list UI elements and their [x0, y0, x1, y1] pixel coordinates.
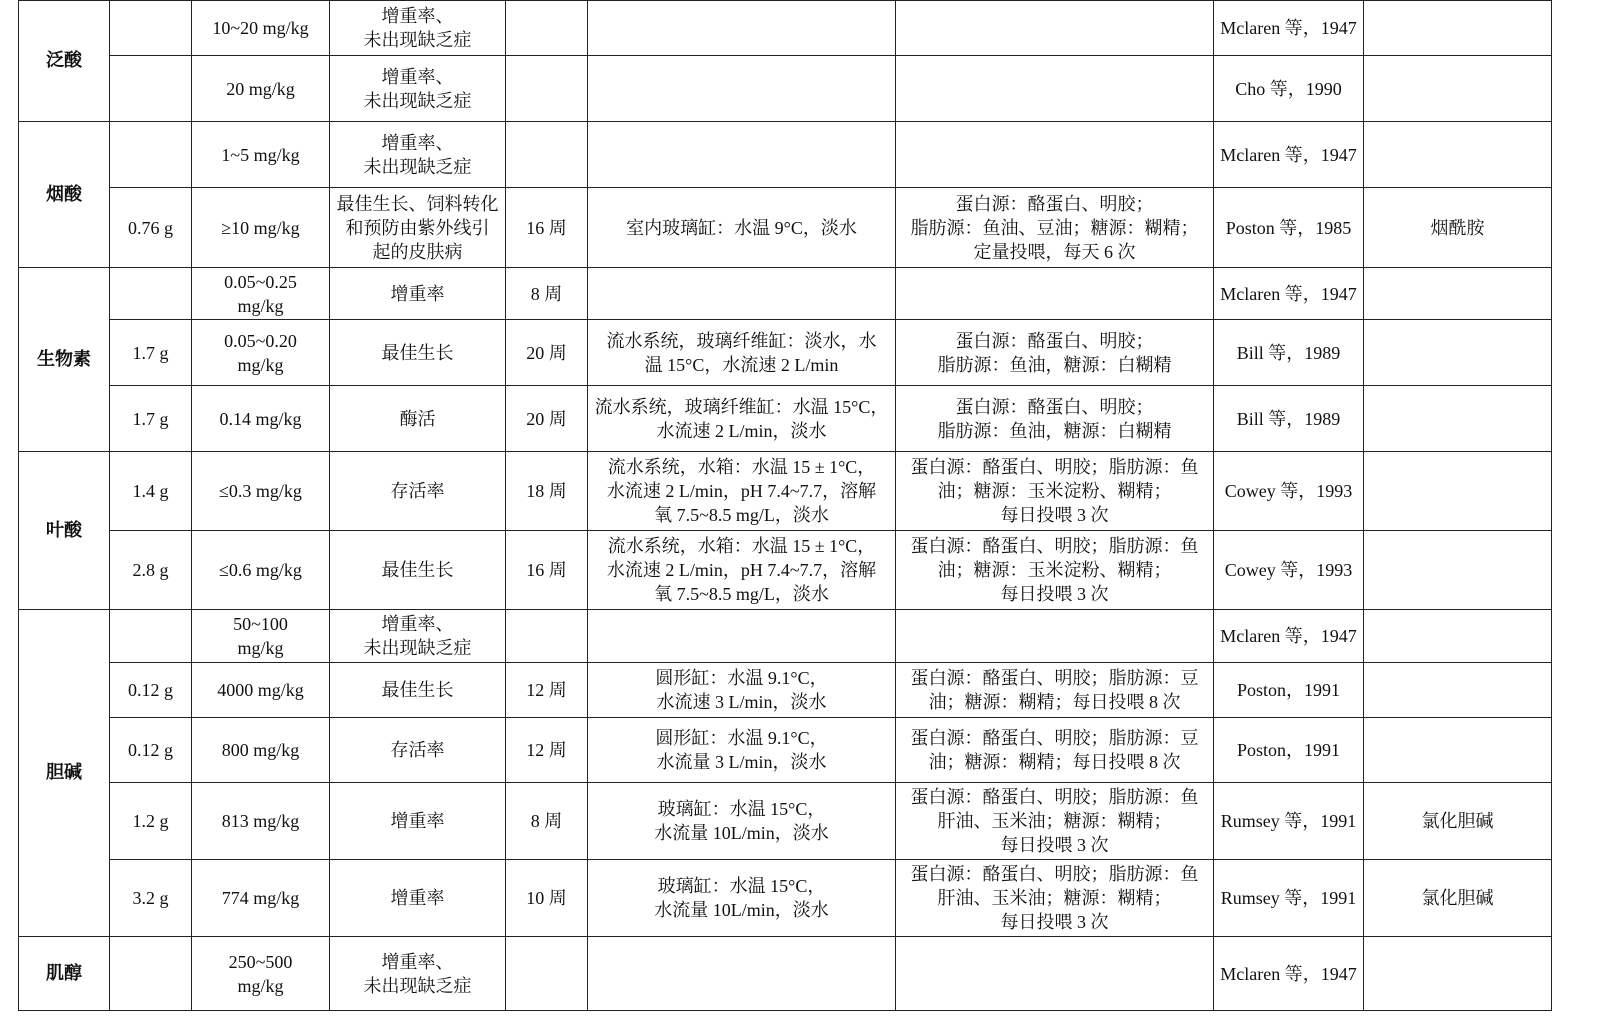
amount-cell: 0.12 g — [110, 663, 192, 718]
diet-cell — [896, 122, 1214, 188]
duration-cell: 8 周 — [506, 268, 588, 320]
duration-cell: 18 周 — [506, 452, 588, 531]
diet-cell — [896, 610, 1214, 663]
indicator-cell: 增重率、 未出现缺乏症 — [330, 1, 506, 56]
duration-cell — [506, 610, 588, 663]
diet-cell: 蛋白源：酪蛋白、明胶； 脂肪源：鱼油，糖源：白糊精 — [896, 386, 1214, 452]
form-cell — [1364, 937, 1552, 1011]
amount-cell — [110, 1, 192, 56]
indicator-cell: 存活率 — [330, 718, 506, 783]
conditions-cell — [588, 937, 896, 1011]
conditions-cell — [588, 610, 896, 663]
duration-cell: 16 周 — [506, 531, 588, 610]
dose-cell: 4000 mg/kg — [192, 663, 330, 718]
diet-cell: 蛋白源：酪蛋白、明胶； 脂肪源：鱼油，糖源：白糊精 — [896, 320, 1214, 386]
table-row — [19, 1, 1552, 56]
reference-cell: Poston，1991 — [1214, 663, 1364, 718]
dose-cell: 0.05~0.25 mg/kg — [192, 268, 330, 320]
reference-cell: Rumsey 等，1991 — [1214, 783, 1364, 860]
dose-cell: 774 mg/kg — [192, 860, 330, 937]
nutrient-name-cell: 肌醇 — [19, 937, 110, 1011]
dose-cell: 20 mg/kg — [192, 56, 330, 122]
table-row — [19, 937, 1552, 1011]
duration-cell: 20 周 — [506, 320, 588, 386]
table-row — [19, 268, 1552, 320]
diet-cell: 蛋白源：酪蛋白、明胶；脂肪源：鱼 肝油、玉米油；糖源：糊精； 每日投喂 3 次 — [896, 860, 1214, 937]
indicator-cell: 增重率 — [330, 783, 506, 860]
duration-cell — [506, 1, 588, 56]
conditions-cell: 室内玻璃缸：水温 9°C，淡水 — [588, 188, 896, 268]
indicator-cell: 增重率 — [330, 860, 506, 937]
table-row — [19, 663, 1552, 718]
indicator-cell: 最佳生长、饲料转化 和预防由紫外线引 起的皮肤病 — [330, 188, 506, 268]
duration-cell: 16 周 — [506, 188, 588, 268]
table-row — [19, 188, 1552, 268]
diet-cell — [896, 56, 1214, 122]
form-cell: 氯化胆碱 — [1364, 783, 1552, 860]
reference-cell: Mclaren 等，1947 — [1214, 937, 1364, 1011]
conditions-cell: 玻璃缸：水温 15°C， 水流量 10L/min，淡水 — [588, 783, 896, 860]
indicator-cell: 增重率、 未出现缺乏症 — [330, 56, 506, 122]
dose-cell: 0.05~0.20 mg/kg — [192, 320, 330, 386]
dose-cell: 250~500 mg/kg — [192, 937, 330, 1011]
form-cell — [1364, 663, 1552, 718]
reference-cell: Rumsey 等，1991 — [1214, 860, 1364, 937]
conditions-cell: 流水系统，水箱：水温 15 ± 1°C， 水流速 2 L/min，pH 7.4~7.7，溶解 氧 7.5~8.5 mg/L，淡水 — [588, 531, 896, 610]
reference-cell: Cowey 等，1993 — [1214, 531, 1364, 610]
table-row — [19, 386, 1552, 452]
table-row — [19, 320, 1552, 386]
indicator-cell: 增重率、 未出现缺乏症 — [330, 122, 506, 188]
duration-cell: 10 周 — [506, 860, 588, 937]
indicator-cell: 酶活 — [330, 386, 506, 452]
table-row — [19, 718, 1552, 783]
diet-cell: 蛋白源：酪蛋白、明胶；脂肪源：鱼 油；糖源：玉米淀粉、糊精； 每日投喂 3 次 — [896, 452, 1214, 531]
form-cell — [1364, 718, 1552, 783]
reference-cell: Cowey 等，1993 — [1214, 452, 1364, 531]
nutrient-name-cell: 烟酸 — [19, 122, 110, 268]
diet-cell: 蛋白源：酪蛋白、明胶；脂肪源：鱼 油；糖源：玉米淀粉、糊精； 每日投喂 3 次 — [896, 531, 1214, 610]
nutrient-name-cell: 生物素 — [19, 268, 110, 452]
amount-cell — [110, 56, 192, 122]
table-body — [19, 1, 1552, 1011]
table-row — [19, 860, 1552, 937]
conditions-cell: 流水系统，水箱：水温 15 ± 1°C， 水流速 2 L/min，pH 7.4~7.7，溶解 氧 7.5~8.5 mg/L，淡水 — [588, 452, 896, 531]
dose-cell: 50~100 mg/kg — [192, 610, 330, 663]
conditions-cell — [588, 1, 896, 56]
reference-cell: Bill 等，1989 — [1214, 320, 1364, 386]
indicator-cell: 增重率、 未出现缺乏症 — [330, 937, 506, 1011]
diet-cell — [896, 937, 1214, 1011]
conditions-cell — [588, 268, 896, 320]
duration-cell: 8 周 — [506, 783, 588, 860]
vitamin-requirement-table — [18, 0, 1552, 1011]
form-cell — [1364, 610, 1552, 663]
reference-cell: Bill 等，1989 — [1214, 386, 1364, 452]
conditions-cell: 玻璃缸：水温 15°C， 水流量 10L/min，淡水 — [588, 860, 896, 937]
diet-cell: 蛋白源：酪蛋白、明胶；脂肪源：豆 油；糖源：糊精；每日投喂 8 次 — [896, 663, 1214, 718]
form-cell — [1364, 452, 1552, 531]
table-row — [19, 56, 1552, 122]
form-cell — [1364, 122, 1552, 188]
reference-cell: Mclaren 等，1947 — [1214, 610, 1364, 663]
nutrient-name-cell: 泛酸 — [19, 1, 110, 122]
dose-cell: 1~5 mg/kg — [192, 122, 330, 188]
form-cell — [1364, 531, 1552, 610]
dose-cell: 813 mg/kg — [192, 783, 330, 860]
table-row — [19, 452, 1552, 531]
conditions-cell: 圆形缸：水温 9.1°C， 水流量 3 L/min，淡水 — [588, 718, 896, 783]
indicator-cell: 最佳生长 — [330, 663, 506, 718]
amount-cell: 1.7 g — [110, 320, 192, 386]
duration-cell — [506, 122, 588, 188]
diet-cell — [896, 268, 1214, 320]
duration-cell: 12 周 — [506, 718, 588, 783]
diet-cell: 蛋白源：酪蛋白、明胶；脂肪源：鱼 肝油、玉米油；糖源：糊精； 每日投喂 3 次 — [896, 783, 1214, 860]
amount-cell: 2.8 g — [110, 531, 192, 610]
conditions-cell: 流水系统，玻璃纤维缸：水温 15°C， 水流速 2 L/min，淡水 — [588, 386, 896, 452]
dose-cell: 800 mg/kg — [192, 718, 330, 783]
dose-cell: ≥10 mg/kg — [192, 188, 330, 268]
form-cell — [1364, 268, 1552, 320]
table-row — [19, 783, 1552, 860]
indicator-cell: 存活率 — [330, 452, 506, 531]
amount-cell: 1.4 g — [110, 452, 192, 531]
amount-cell: 0.76 g — [110, 188, 192, 268]
dose-cell: ≤0.6 mg/kg — [192, 531, 330, 610]
reference-cell: Mclaren 等，1947 — [1214, 268, 1364, 320]
table-row — [19, 122, 1552, 188]
form-cell — [1364, 386, 1552, 452]
reference-cell: Poston 等，1985 — [1214, 188, 1364, 268]
dose-cell: ≤0.3 mg/kg — [192, 452, 330, 531]
table-row — [19, 610, 1552, 663]
conditions-cell — [588, 56, 896, 122]
amount-cell — [110, 610, 192, 663]
indicator-cell: 最佳生长 — [330, 320, 506, 386]
duration-cell — [506, 937, 588, 1011]
reference-cell: Cho 等，1990 — [1214, 56, 1364, 122]
amount-cell — [110, 122, 192, 188]
dose-cell: 10~20 mg/kg — [192, 1, 330, 56]
nutrient-name-cell: 叶酸 — [19, 452, 110, 610]
amount-cell: 3.2 g — [110, 860, 192, 937]
indicator-cell: 增重率 — [330, 268, 506, 320]
conditions-cell — [588, 122, 896, 188]
form-cell: 氯化胆碱 — [1364, 860, 1552, 937]
indicator-cell: 最佳生长 — [330, 531, 506, 610]
reference-cell: Poston，1991 — [1214, 718, 1364, 783]
reference-cell: Mclaren 等，1947 — [1214, 1, 1364, 56]
indicator-cell: 增重率、 未出现缺乏症 — [330, 610, 506, 663]
amount-cell — [110, 268, 192, 320]
table-row — [19, 531, 1552, 610]
dose-cell: 0.14 mg/kg — [192, 386, 330, 452]
amount-cell — [110, 937, 192, 1011]
form-cell: 烟酰胺 — [1364, 188, 1552, 268]
form-cell — [1364, 56, 1552, 122]
diet-cell — [896, 1, 1214, 56]
duration-cell: 20 周 — [506, 386, 588, 452]
nutrient-name-cell: 胆碱 — [19, 610, 110, 937]
diet-cell: 蛋白源：酪蛋白、明胶； 脂肪源：鱼油、豆油；糖源：糊精； 定量投喂，每天 6 次 — [896, 188, 1214, 268]
form-cell — [1364, 1, 1552, 56]
reference-cell: Mclaren 等，1947 — [1214, 122, 1364, 188]
diet-cell: 蛋白源：酪蛋白、明胶；脂肪源：豆 油；糖源：糊精；每日投喂 8 次 — [896, 718, 1214, 783]
amount-cell: 0.12 g — [110, 718, 192, 783]
form-cell — [1364, 320, 1552, 386]
duration-cell — [506, 56, 588, 122]
conditions-cell: 流水系统，玻璃纤维缸：淡水，水 温 15°C，水流速 2 L/min — [588, 320, 896, 386]
duration-cell: 12 周 — [506, 663, 588, 718]
amount-cell: 1.7 g — [110, 386, 192, 452]
amount-cell: 1.2 g — [110, 783, 192, 860]
conditions-cell: 圆形缸：水温 9.1°C， 水流速 3 L/min，淡水 — [588, 663, 896, 718]
